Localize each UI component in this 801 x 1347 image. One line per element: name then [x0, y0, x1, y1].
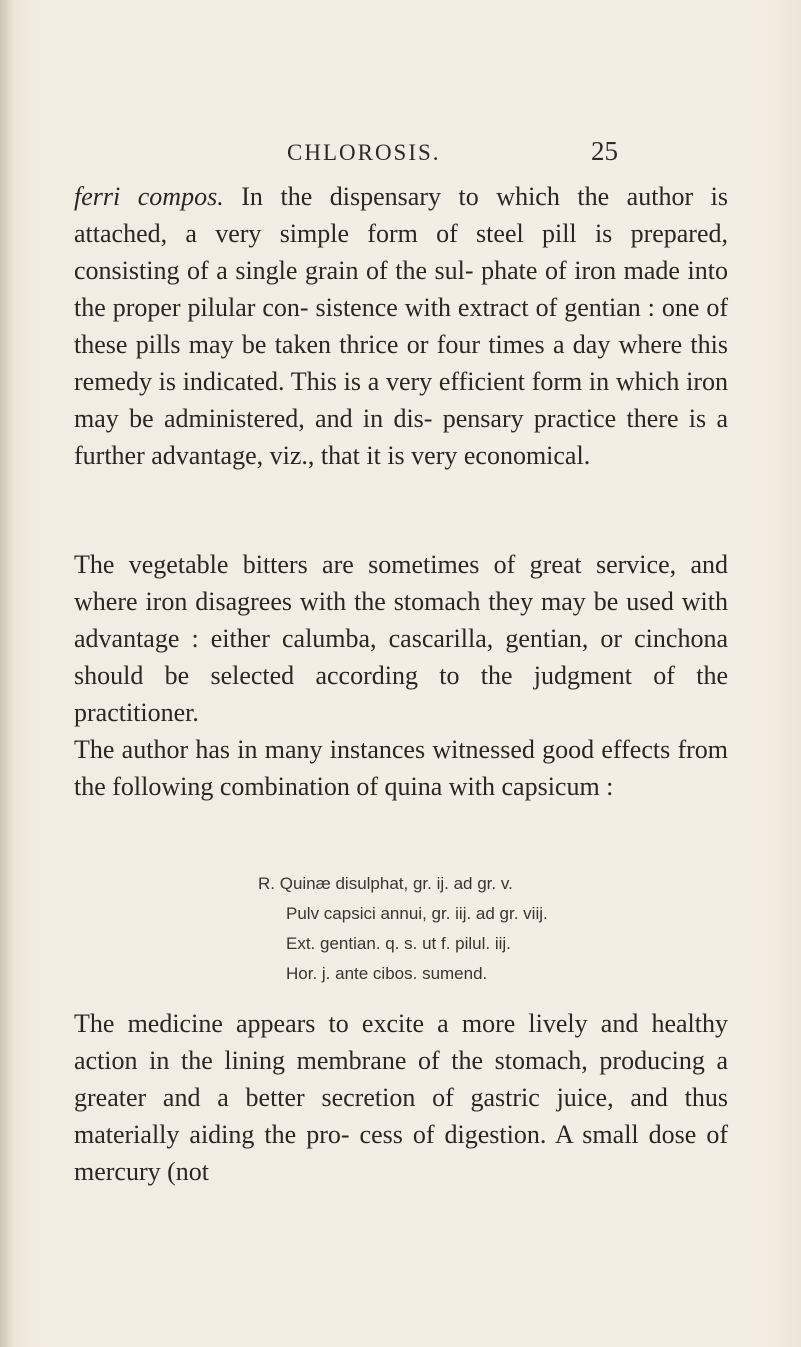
paragraph-quina-capsicum: The author has in many instances witnessed good effects from the following combination of quina with capsicum :: [74, 735, 728, 801]
prescription-formula: [258, 869, 548, 989]
prescription-line: Hor. j. ante cibos. sumend.: [286, 964, 488, 983]
prescription-line: Pulv capsici annui, gr. iij. ad gr. viij.: [286, 904, 548, 923]
prescription-line: Ext. gentian. q. s. ut f. pilul. iij.: [286, 934, 511, 953]
prescription-line: R. Quinæ disulphat, gr. ij. ad gr. v.: [258, 874, 513, 893]
paragraph-vegetable-bitters: The vegetable bitters are sometimes of great service, and where iron disagrees with the stomach they may be used with advantage : either calumba, cascarilla, gentian, or cinchona should be selected according to the judgment of the practitioner.: [74, 550, 728, 727]
page-number: 25: [591, 136, 618, 166]
gutter-shadow: [0, 0, 14, 1347]
paragraph-medicine-effect: The medicine appears to excite a more lively and healthy action in the lining membrane of the stomach, producing a greater and a better secretion of gastric juice, and thus materially aiding the pro- cess of digestion. A small dose of mercury (not: [74, 1009, 728, 1186]
running-head: CHLOROSIS.: [287, 140, 441, 165]
paragraph-steel-pill: [74, 178, 728, 474]
latin-term: ferri compos.: [74, 182, 224, 211]
paragraph-text: In the dispensary to which the author is attached, a very simple form of steel pill is prepared, consisting of a single grain of the sul- phate of iron made into the proper pilular con- sistence with extract of gentian : one of these pills may be taken thrice or four times a day where this remedy is indicated. This is a very efficient form in which iron may be administered, and in dis- pensary practice there is a further advantage, viz., that it is very economical.: [74, 182, 728, 470]
